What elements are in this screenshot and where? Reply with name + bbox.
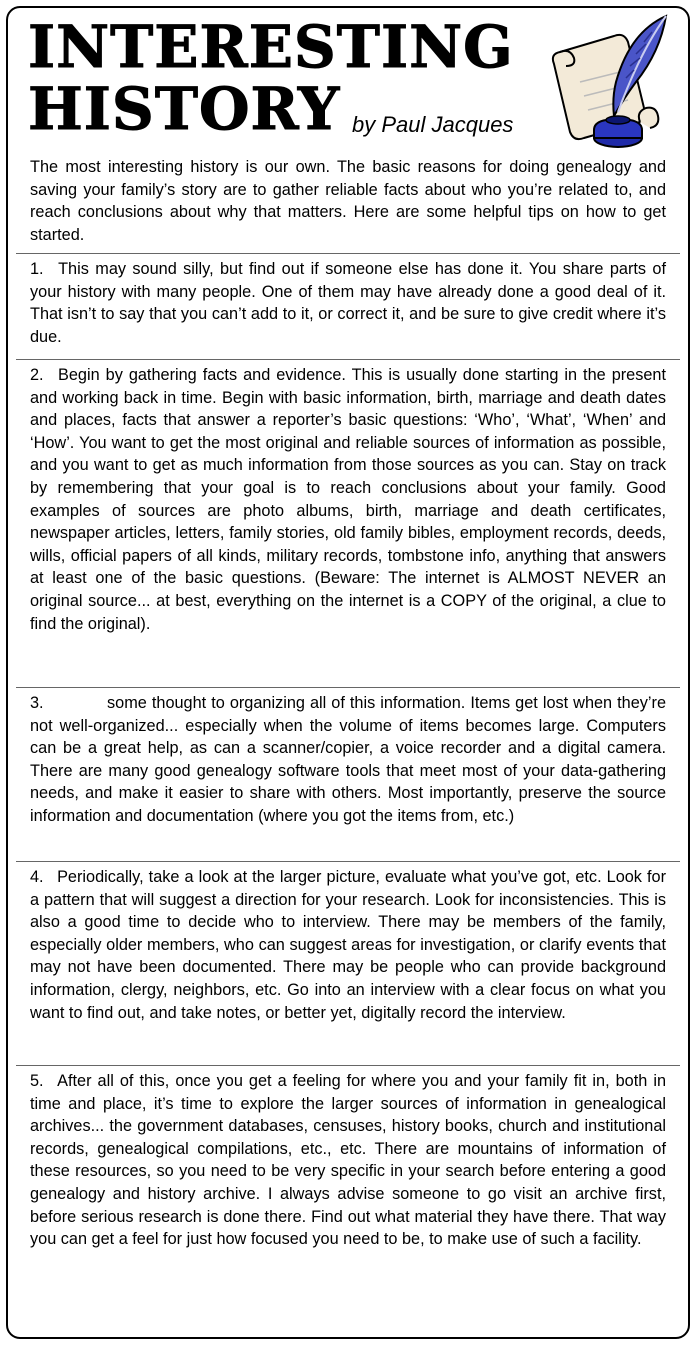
tip-text: After all of this, once you get a feeling for where you and your family fit in, both in time and place, it’s time to explore the larger sources of information in genealogical archives... the government databases, censuses, history books, church and institutional records, genealogical compilations, etc., etc. There are mountains of information of these resources, so you need to be very specific in your search before entering a good genealogy and history archive. I always advise someone to go visit an archive first, before serious research is done there. Find out what material they have there. That way you can get a feel for just how focused you need to be, to make use of such a facility. [30,1072,667,1249]
byline: by Paul Jacques [352,112,514,137]
title-line-2: HISTORY [28,75,341,143]
tip-number: 3. [30,694,44,712]
tip-text: Begin by gathering facts and evidence. This is usually done starting in the present and working back in time. Begin with basic information, birth, marriage and death dates and places, facts that answer a reporter’s basic questions: ‘Who’, ‘What’, ‘When’ and ‘How’. You want to get the most original and reliable sources of information as possible, and you want to get as much information from those sources as you can. Stay on track by remembering that your goal is to reach conclusions about your family. Good examples of sources are photo albums, birth, marriage and death certificates, newspaper articles, letters, family stories, old family bibles, employment records, deeds, wills, official papers of all kinds, military records, tombstone info, anything that answers at least one of the basic questions. (Beware: The internet is ALMOST NEVER an original source... at best, everything on the internet is a COPY of the original, a clue to find the original). [30,366,666,633]
tip-item-3 [20,688,676,860]
tip-item-2 [20,360,676,686]
quill-inkwell-scroll-icon [540,12,680,152]
tip-number: 5. [30,1072,44,1090]
tip-item-1 [20,254,676,358]
intro-paragraph: The most interesting history is our own. The basic reasons for doing genealogy and saving your family’s story are to gather reliable facts about who you’re related to, and reach conclusions about why that matters. Here are some helpful tips on how to get started. [30,158,666,244]
article-header [0,0,700,150]
tip-item-4 [20,862,676,1064]
tip-text: This may sound silly, but find out if someone else has done it. You share parts of your history with many people. One of them may have already done a good deal of it. That isn’t to say that you can’t add to it, or correct it, and be sure to give credit where it’s due. [30,260,667,346]
article-body [0,150,700,1335]
title-line-1: INTERESTING [28,13,514,81]
tip-number: 1. [30,260,44,278]
tip-text: some thought to organizing all of this information. Items get lost when they’re not well-organized... especially when the volume of items becomes large. Computers can be a great help, as can a scanner/copier, a voice recorder and a digital camera. There are many good genealogy software tools that meet most of your data-gathering needs, and make it easier to share with others. Most importantly, preserve the source information and documentation (where you got the items from, etc.) [30,694,666,825]
tip-text: Periodically, take a look at the larger picture, evaluate what you’ve got, etc. Look for a pattern that will suggest a direction for your research. Look for inconsistencies. This is also a good time to decide who to interview. There may be members of the family, especially older members, who can suggest areas for investigation, or clarify events that may not have been documented. There may be people who can provide background information, clergy, neighbors, etc. Go into an interview with a clear focus on what you want to find out, and take notes, or better yet, digitally record the interview. [30,868,667,1022]
tip-number: 2. [30,366,44,384]
tip-item-5 [20,1066,676,1328]
tip-number: 4. [30,868,44,886]
